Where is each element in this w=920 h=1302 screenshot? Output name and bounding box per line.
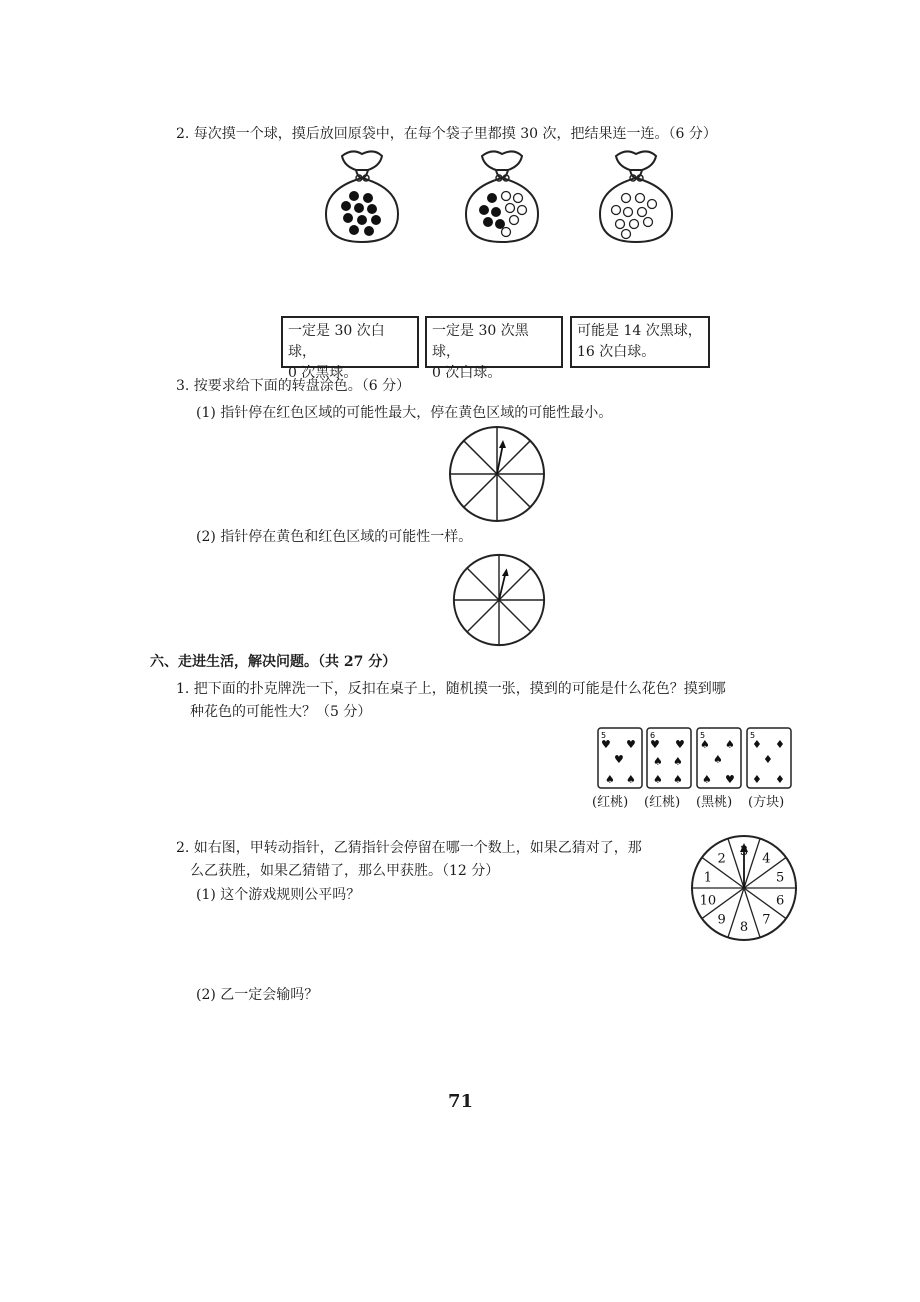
- playing-card-1: [597, 727, 643, 789]
- svg-text:♦: ♦: [775, 773, 785, 786]
- card-label-2: (红桃): [644, 795, 681, 810]
- svg-text:5: 5: [601, 731, 607, 740]
- numbered-spinner-label-4: 4: [762, 851, 771, 867]
- answer-box-3[interactable]: [570, 316, 710, 368]
- s6-q2-line2: 么乙获胜，如果乙猜错了，那么甲获胜。（12 分）: [190, 863, 500, 879]
- svg-text:♠: ♠: [653, 755, 663, 768]
- section-6-title: 六、走进生活，解决问题。（共 27 分）: [150, 654, 397, 670]
- q3-text: 3. 按要求给下面的转盘涂色。（6 分）: [176, 378, 411, 394]
- svg-text:♠: ♠: [673, 755, 683, 768]
- svg-text:♦: ♦: [775, 738, 785, 751]
- svg-text:♥: ♥: [626, 738, 636, 751]
- svg-text:♥: ♥: [650, 738, 660, 751]
- answer-box-1-line1: 一定是 30 次白球，: [288, 323, 385, 360]
- s6-q2-sub1: (1) 这个游戏规则公平吗？: [196, 887, 361, 903]
- answer-box-3-line2: 16 次白球。: [577, 344, 656, 360]
- bag-all-white: [596, 148, 676, 248]
- answer-box-2-line1: 一定是 30 次黑球，: [432, 323, 529, 360]
- svg-text:♦: ♦: [752, 738, 762, 751]
- numbered-spinner-label-8: 8: [739, 920, 749, 935]
- answer-box-2-line2: 0 次白球。: [432, 365, 502, 381]
- answer-box-3-line1: 可能是 14 次黑球，: [577, 323, 702, 339]
- q2-text: 2. 每次摸一个球，摸后放回原袋中，在每个袋子里都摸 30 次，把结果连一连。（6 分）: [176, 126, 717, 142]
- answer-box-1-line2: 0 次黑球。: [288, 365, 358, 381]
- s6-q1-line1: 1. 把下面的扑克牌洗一下，反扣在桌子上，随机摸一张，摸到的可能是什么花色？摸到哪: [176, 681, 726, 697]
- svg-text:♠: ♠: [702, 773, 712, 786]
- svg-text:♦: ♦: [752, 773, 762, 786]
- svg-text:♥: ♥: [725, 773, 735, 786]
- svg-text:♠: ♠: [725, 738, 735, 751]
- numbered-spinner[interactable]: [690, 834, 798, 942]
- svg-text:5: 5: [750, 731, 756, 740]
- numbered-spinner-label-2: 2: [717, 851, 726, 867]
- svg-text:♠: ♠: [626, 773, 636, 786]
- card-label-4: (方块): [748, 795, 785, 810]
- svg-text:♠: ♠: [713, 753, 723, 766]
- svg-text:♠: ♠: [700, 738, 710, 751]
- svg-text:5: 5: [700, 731, 706, 740]
- spinner-2[interactable]: [451, 552, 547, 648]
- svg-text:♠: ♠: [605, 773, 615, 786]
- svg-text:♠: ♠: [653, 773, 663, 786]
- svg-text:♥: ♥: [614, 753, 624, 766]
- numbered-spinner-label-9: 9: [717, 912, 726, 928]
- playing-card-4: [746, 727, 792, 789]
- s6-q2-line1: 2. 如右图，甲转动指针，乙猜指针会停留在哪一个数上，如果乙猜对了，那: [176, 840, 642, 856]
- spinner-1[interactable]: [447, 424, 547, 524]
- s6-q2-sub2: (2) 乙一定会输吗？: [196, 987, 319, 1003]
- q3-sub1-text: (1) 指针停在红色区域的可能性最大，停在黄色区域的可能性最小。: [196, 405, 613, 421]
- numbered-spinner-label-7: 7: [762, 912, 771, 928]
- numbered-spinner-label-6: 6: [775, 893, 785, 909]
- numbered-spinner-label-10: 10: [699, 893, 717, 909]
- bag-mixed: [462, 148, 542, 248]
- numbered-spinner-label-1: 1: [703, 870, 713, 886]
- svg-text:♦: ♦: [763, 753, 773, 766]
- playing-card-3: [696, 727, 742, 789]
- svg-text:♥: ♥: [601, 738, 611, 751]
- svg-text:6: 6: [650, 731, 656, 740]
- q3-sub2-text: (2) 指针停在黄色和红色区域的可能性一样。: [196, 529, 473, 545]
- bag-all-black: [322, 148, 402, 248]
- svg-text:♥: ♥: [675, 738, 685, 751]
- answer-box-2[interactable]: [425, 316, 563, 381]
- playing-card-2: [646, 727, 692, 789]
- s6-q1-line2: 种花色的可能性大？（5 分）: [190, 704, 372, 720]
- answer-box-1[interactable]: [281, 316, 419, 381]
- card-label-1: (红桃): [592, 795, 629, 810]
- page-number: 71: [448, 1091, 474, 1112]
- card-label-3: (黑桃): [696, 795, 733, 810]
- svg-text:♠: ♠: [673, 773, 683, 786]
- numbered-spinner-label-5: 5: [775, 870, 785, 886]
